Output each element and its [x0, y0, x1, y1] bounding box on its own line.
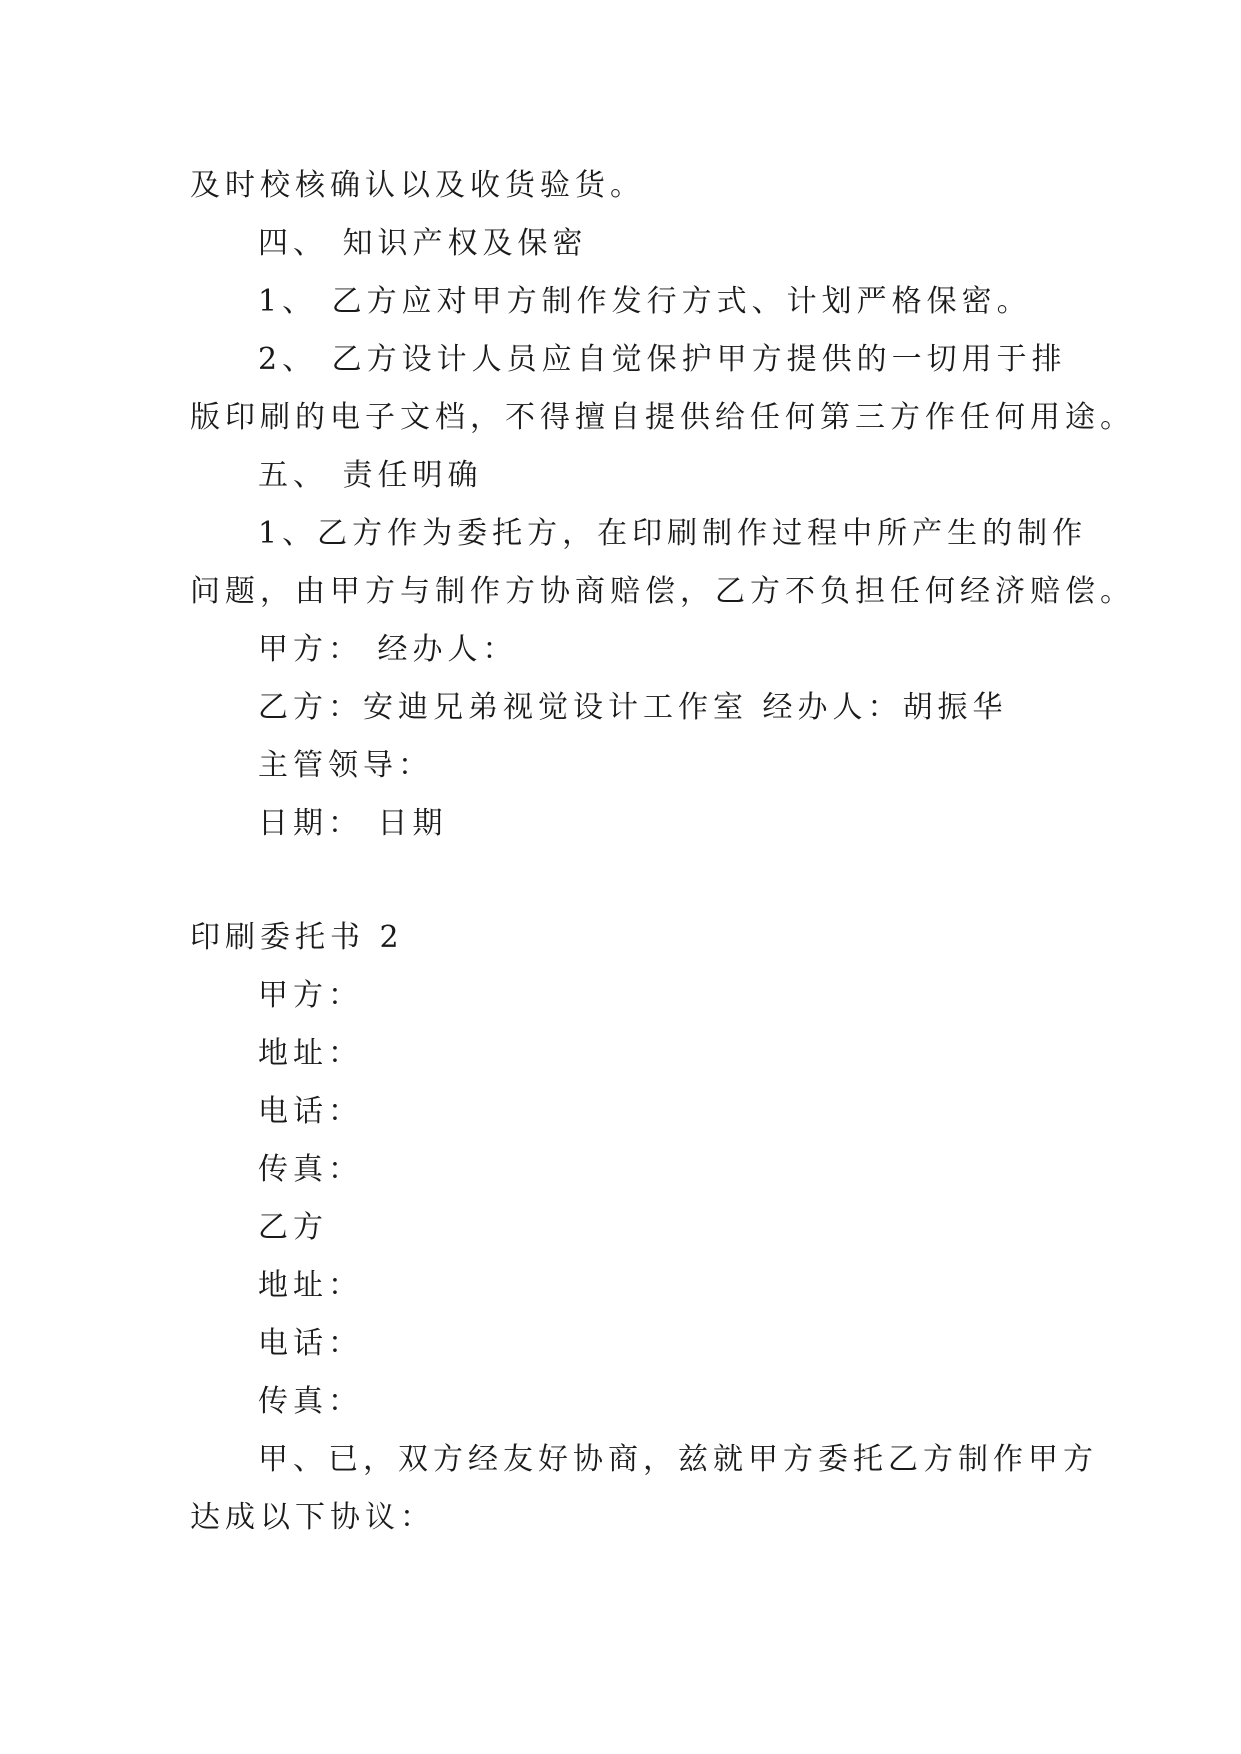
date-line: 日期： 日期: [258, 806, 448, 841]
signature-line: 甲方： 经办人：: [258, 632, 518, 667]
section-heading: 五、 责任明确: [258, 458, 483, 493]
paragraph-line: 版印刷的电子文档，不得擅自提供给任何第三方作任何用途。: [190, 400, 1135, 435]
party-field: 电话：: [258, 1094, 363, 1129]
document-title: 印刷委托书 2: [190, 920, 404, 955]
party-field: 地址：: [258, 1268, 363, 1303]
section-heading: 四、 知识产权及保密: [258, 226, 588, 261]
paragraph-line: 甲、已，双方经友好协商，兹就甲方委托乙方制作甲方: [258, 1442, 1098, 1477]
paragraph-line: 问题，由甲方与制作方协商赔偿，乙方不负担任何经济赔偿。: [190, 574, 1135, 609]
signature-line: 乙方：安迪兄弟视觉设计工作室 经办人：胡振华: [258, 690, 1008, 725]
paragraph-line: 2、 乙方设计人员应自觉保护甲方提供的一切用于排: [258, 342, 1067, 377]
party-field: 地址：: [258, 1036, 363, 1071]
signature-line: 主管领导：: [258, 748, 433, 783]
party-field: 电话：: [258, 1326, 363, 1361]
paragraph-line: 达成以下协议：: [190, 1500, 435, 1535]
party-field: 甲方：: [258, 978, 363, 1013]
paragraph-line: 及时校核确认以及收货验货。: [190, 168, 645, 203]
party-field: 传真：: [258, 1384, 363, 1419]
party-field: 传真：: [258, 1152, 363, 1187]
party-field: 乙方: [258, 1210, 328, 1245]
paragraph-line: 1、乙方作为委托方，在印刷制作过程中所产生的制作: [258, 516, 1088, 551]
paragraph-line: 1、 乙方应对甲方制作发行方式、计划严格保密。: [258, 284, 1032, 319]
